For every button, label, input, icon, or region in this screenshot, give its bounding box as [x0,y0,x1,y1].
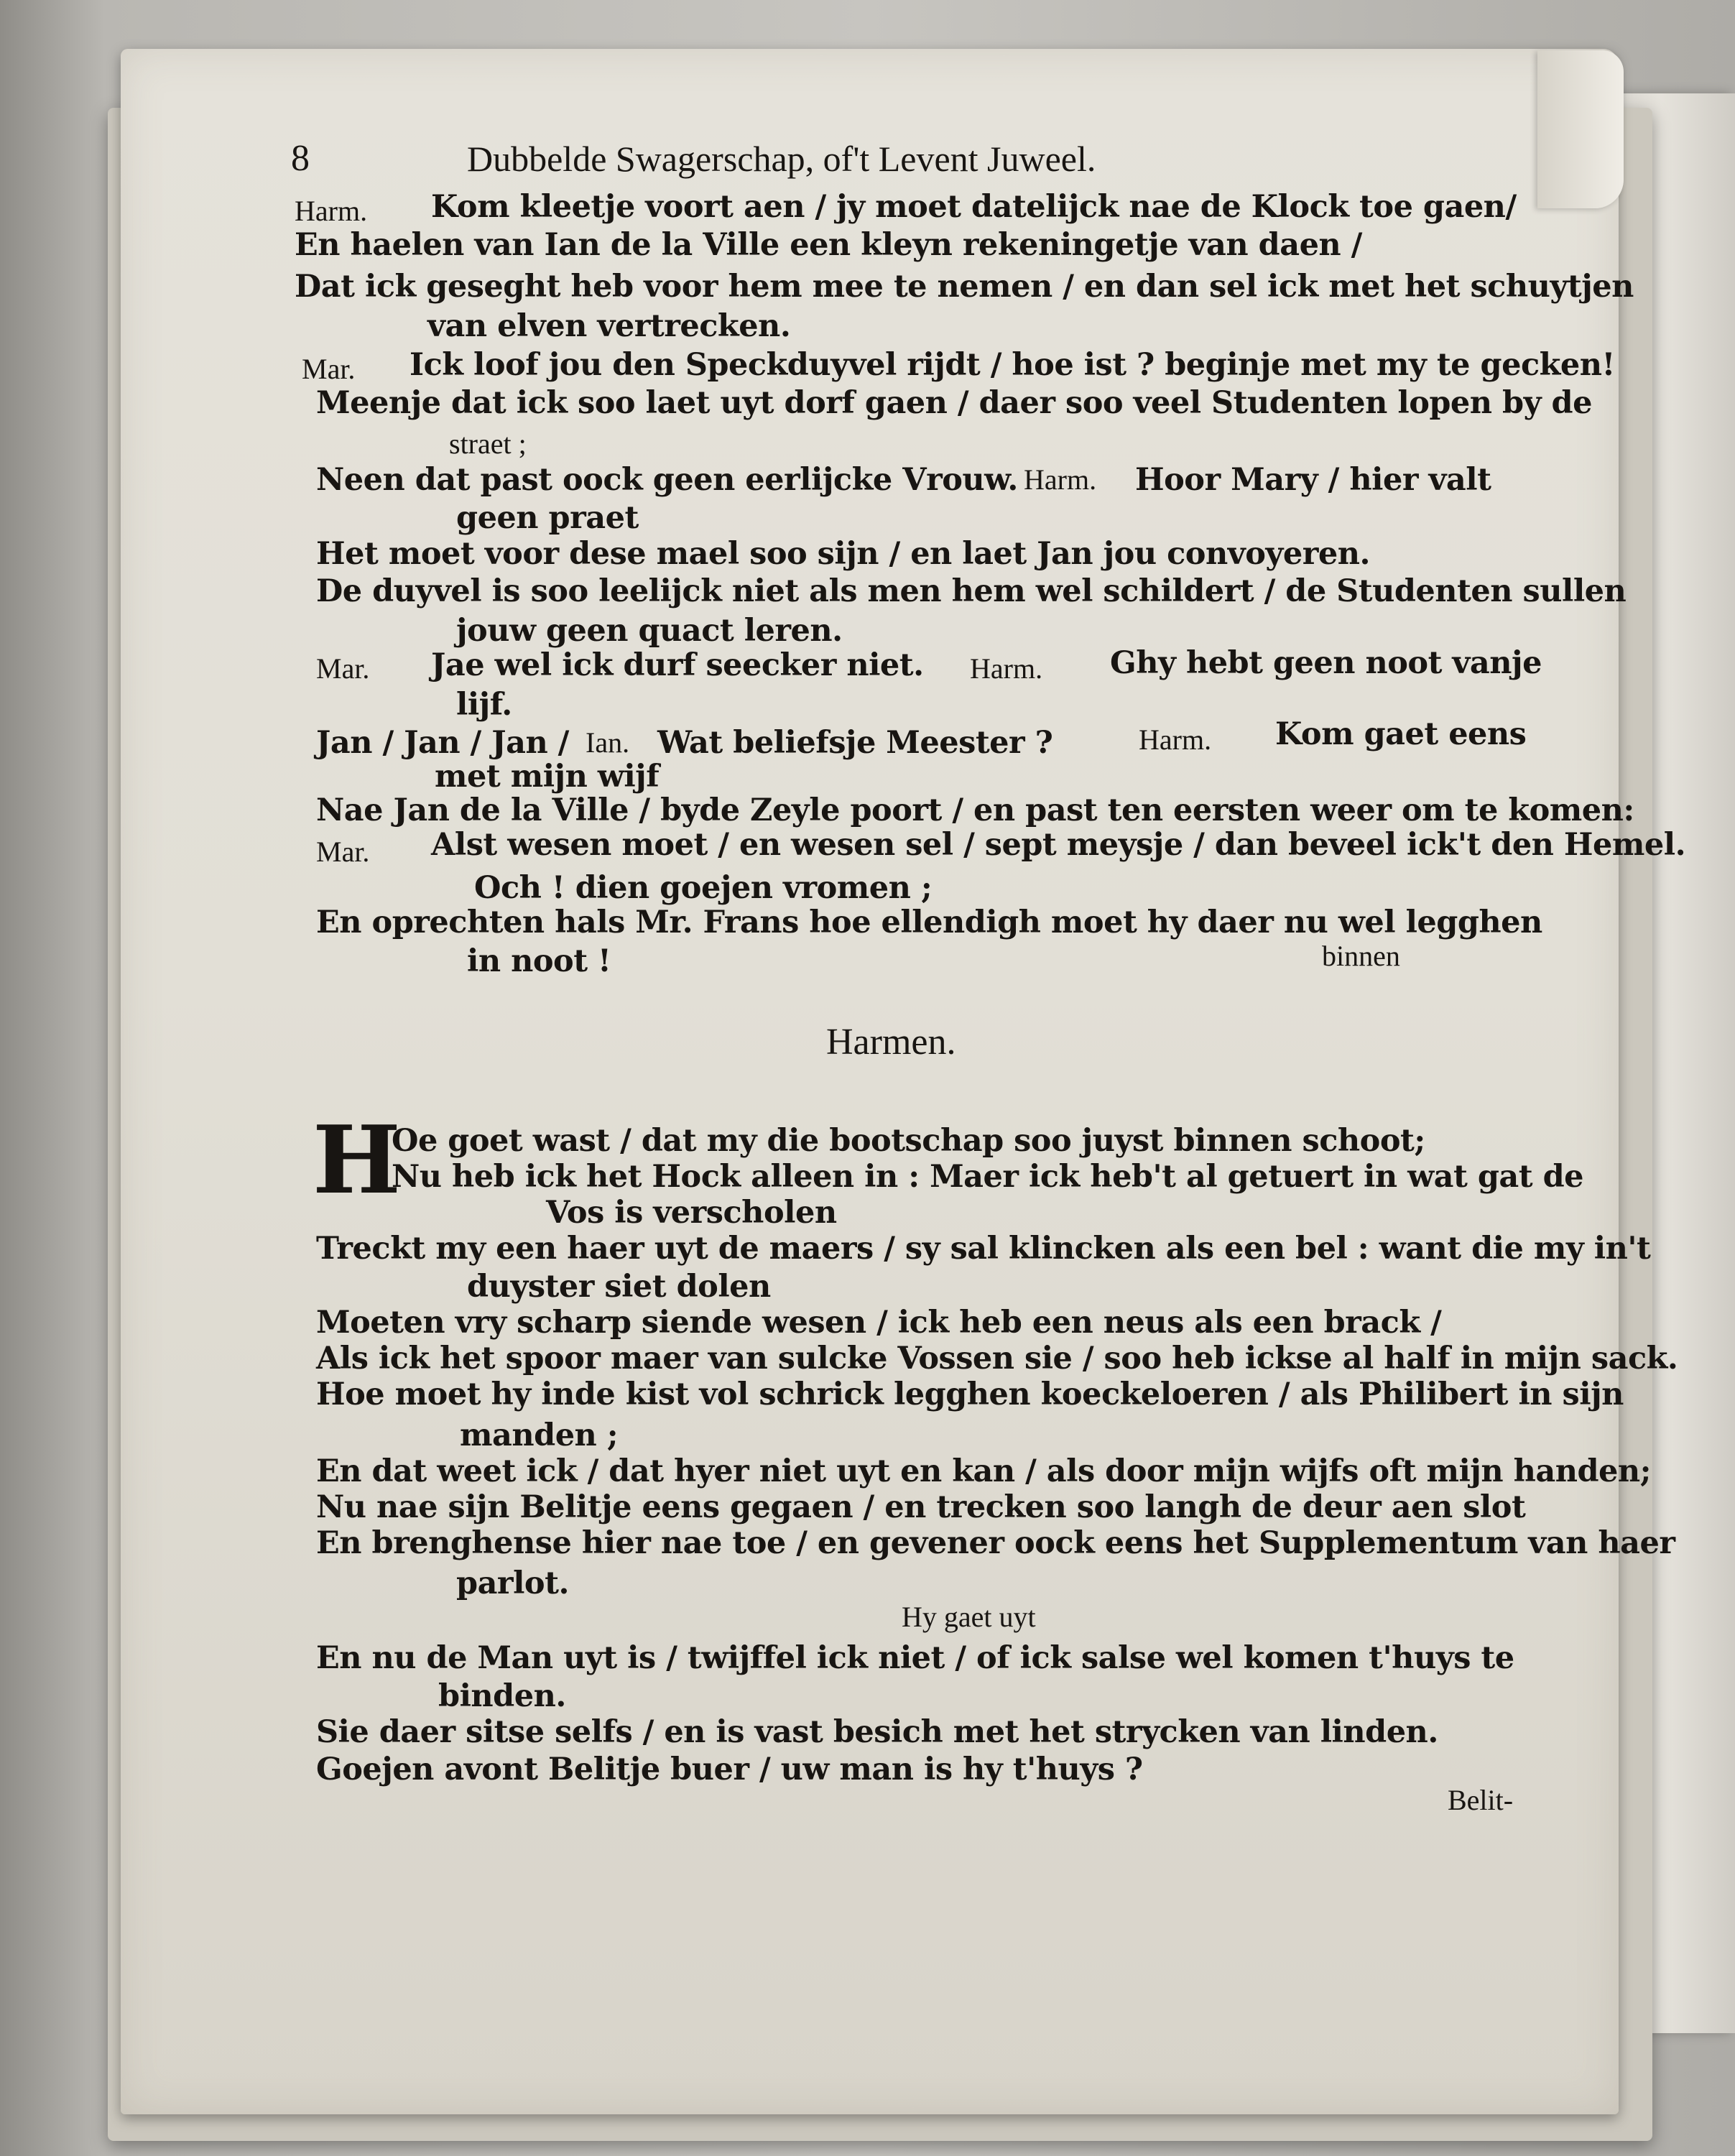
text-line: van elven vertrecken. [427,308,791,344]
running-title: Dubbelde Swagerschap, of't Levent Juweel. [467,139,1096,179]
text-line: Och ! dien goejen vromen ; [474,870,933,906]
text-line: Neen dat past oock geen eerlijcke Vrouw. [316,462,1018,498]
text-line: En haelen van Ian de la Ville een kleyn rekeningetje van daen / [295,227,1362,263]
text-line: Goejen avont Belitje buer / uw man is hy t'huys ? [316,1752,1143,1787]
text-line: En oprechten hals Mr. Frans hoe ellendigh moet hy daer nu wel legghen [316,904,1542,940]
text-line: Meenje dat ick soo laet uyt dorf gaen / daer soo veel Studenten lopen by de [316,385,1592,421]
speaker-label: Harm. [295,195,368,227]
speaker-label: Mar. [316,652,370,685]
text-line: Treckt my een haer uyt de maers / sy sal klincken als een bel : want die my in't [316,1231,1651,1267]
text-line: Nae Jan de la Ville / byde Zeyle poort / en past ten eersten weer om te komen: [316,792,1634,828]
speaker-label: Harm. [1024,463,1097,496]
text-line: Oe goet wast / dat my die bootschap soo juyst binnen schoot; [392,1123,1425,1159]
text-line: Jan / Jan / Jan / [316,725,569,761]
text-line: Dat ick geseght heb voor hem mee te nemen / en dan sel ick met het schuytjen [295,269,1634,305]
text-line: En nu de Man uyt is / twijffel ick niet / of ick salse wel komen t'huys te [316,1640,1514,1676]
speaker-label: Mar. [302,353,356,385]
text-line: lijf. [456,687,512,723]
text-line: Alst wesen moet / en wesen sel / sept meysje / dan beveel ick't den Hemel. [431,827,1686,863]
text-line: in noot ! [467,943,611,979]
text-line: Hoor Mary / hier valt [1135,462,1491,498]
stage-direction: binnen [1322,940,1400,972]
speaker-label: Mar. [316,836,370,868]
text-line: De duyvel is soo leelijck niet als men hem wel schildert / de Studenten sullen [316,573,1627,609]
text-line: Sie daer sitse selfs / en is vast besich met het strycken van linden. [316,1714,1438,1750]
speaker-label: Harm. [970,652,1043,685]
text-line: Kom gaet eens [1275,716,1527,752]
text-line: Als ick het spoor maer van sulcke Vossen sie / soo heb ickse al half in mijn sack. [316,1341,1678,1377]
text-line: straet ; [449,427,527,460]
text-line: Het moet voor dese mael soo sijn / en laet Jan jou convoyeren. [316,536,1370,572]
text-line: Vos is verscholen [546,1195,837,1231]
speaker-label: Harm. [1139,723,1212,756]
speaker-label: Ian. [586,726,630,759]
text-line: Jae wel ick durf seecker niet. [431,647,924,683]
text-line: Ick loof jou den Speckduyvel rijdt / hoe ist ? beginje met my te gecken! [410,347,1615,383]
text-line: Wat beliefsje Meester ? [657,725,1053,761]
text-line: met mijn wijf [435,759,660,795]
text-line: jouw geen quact leren. [456,613,843,649]
text-line: Hoe moet hy inde kist vol schrick legghen koeckeloeren / als Philibert in sijn [316,1377,1624,1412]
text-line: binden. [438,1678,566,1714]
text-line: Kom kleetje voort aen / jy moet datelijck nae de Klock toe gaen/ [431,189,1517,225]
stage-direction: Hy gaet uyt [902,1601,1036,1633]
text-line: Moeten vry scharp siende wesen / ick heb een neus als een brack / [316,1305,1442,1341]
text-line: manden ; [460,1417,619,1453]
page-corner-curl [1537,50,1624,208]
text-line: Nu nae sijn Belitje eens gegaen / en trecken soo langh de deur aen slot [316,1489,1526,1525]
section-heading: Harmen. [826,1022,956,1063]
text-line: geen praet [456,500,639,536]
text-line: Ghy hebt geen noot vanje [1110,645,1542,681]
text-line: En dat weet ick / dat hyer niet uyt en kan / als door mijn wijfs oft mijn handen; [316,1453,1652,1489]
page-number: 8 [291,138,310,179]
catchword: Belit- [1448,1784,1514,1816]
text-line: duyster siet dolen [467,1269,771,1305]
drop-cap: H [313,1105,401,1215]
text-line: En brenghense hier nae toe / en gevener oock eens het Supplementum van haer [316,1525,1675,1561]
text-line: parlot. [456,1565,569,1601]
text-line: Nu heb ick het Hock alleen in : Maer ick heb't al getuert in wat gat de [392,1159,1584,1195]
